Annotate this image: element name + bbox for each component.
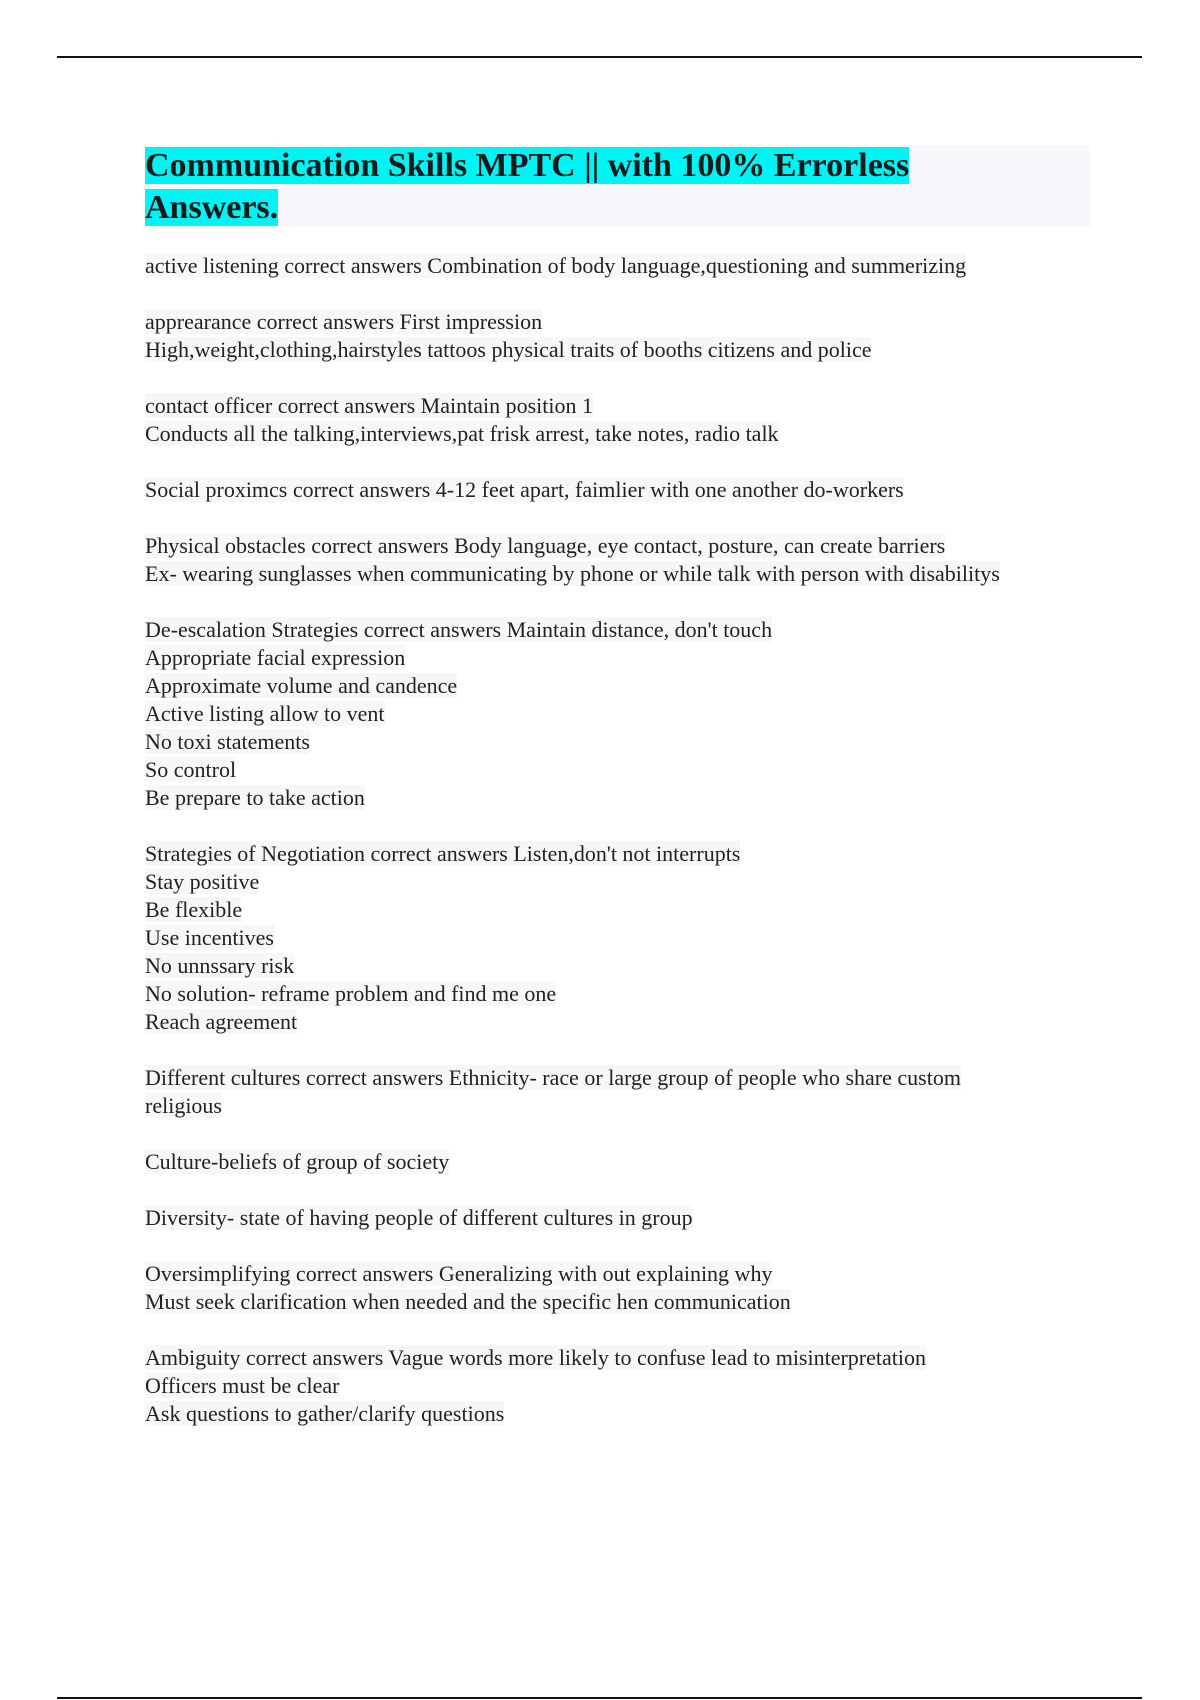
- qa-line: religious: [145, 1093, 222, 1118]
- top-rule: [57, 56, 1142, 58]
- qa-line: Ambiguity correct answers Vague words more likely to confuse lead to misinterpretation: [145, 1345, 926, 1370]
- qa-line: Must seek clarification when needed and the specific hen communication: [145, 1289, 791, 1314]
- qa-entry: [145, 308, 1095, 364]
- qa-entry: [145, 840, 1095, 1036]
- qa-line: So control: [145, 757, 237, 782]
- qa-entry: [145, 1064, 1095, 1120]
- qa-line: active listening correct answers Combination of body language,questioning and summerizing: [145, 253, 967, 278]
- qa-line: Oversimplifying correct answers Generalizing with out explaining why: [145, 1261, 773, 1286]
- qa-entry: [145, 1260, 1095, 1316]
- qa-line: Different cultures correct answers Ethnicity- race or large group of people who share custom: [145, 1065, 961, 1090]
- qa-line: Culture-beliefs of group of society: [145, 1149, 450, 1174]
- qa-line: De-escalation Strategies correct answers Maintain distance, don't touch: [145, 617, 773, 642]
- qa-entry: [145, 1344, 1095, 1428]
- qa-line: Ex- wearing sunglasses when communicating by phone or while talk with person with disabilitys: [145, 561, 1000, 586]
- title-block: [145, 145, 1090, 227]
- qa-line: Conducts all the talking,interviews,pat frisk arrest, take notes, radio talk: [145, 421, 779, 446]
- qa-entry: [145, 1148, 1095, 1176]
- qa-line: contact officer correct answers Maintain position 1: [145, 393, 593, 418]
- qa-line: Social proximcs correct answers 4-12 feet apart, faimlier with one another do-workers: [145, 477, 904, 502]
- qa-entry: [145, 532, 1095, 588]
- bottom-rule: [57, 1697, 1142, 1699]
- qa-line: Be prepare to take action: [145, 785, 365, 810]
- qa-entry: [145, 476, 1095, 504]
- qa-line: Stay positive: [145, 869, 260, 894]
- qa-line: Be flexible: [145, 897, 243, 922]
- qa-line: No unnssary risk: [145, 953, 295, 978]
- page-title: [145, 145, 1090, 229]
- qa-line: Active listing allow to vent: [145, 701, 385, 726]
- qa-entry: [145, 252, 1095, 280]
- qa-content: [145, 252, 1095, 1456]
- qa-entry: [145, 392, 1095, 448]
- qa-entry: [145, 1204, 1095, 1232]
- title-line-2: Answers.: [145, 189, 279, 226]
- qa-entry: [145, 616, 1095, 812]
- qa-line: High,weight,clothing,hairstyles tattoos physical traits of booths citizens and police: [145, 337, 872, 362]
- qa-line: No solution- reframe problem and find me one: [145, 981, 557, 1006]
- qa-line: Physical obstacles correct answers Body language, eye contact, posture, can create barriers: [145, 533, 946, 558]
- qa-line: Approximate volume and candence: [145, 673, 458, 698]
- qa-line: Strategies of Negotiation correct answers Listen,don't not interrupts: [145, 841, 741, 866]
- title-line-1: Communication Skills MPTC || with 100% Errorless: [145, 147, 910, 184]
- qa-line: Diversity- state of having people of different cultures in group: [145, 1205, 693, 1230]
- qa-line: No toxi statements: [145, 729, 310, 754]
- qa-line: apprearance correct answers First impression: [145, 309, 543, 334]
- qa-line: Ask questions to gather/clarify questions: [145, 1401, 505, 1426]
- qa-line: Use incentives: [145, 925, 274, 950]
- qa-line: Appropriate facial expression: [145, 645, 406, 670]
- qa-line: Officers must be clear: [145, 1373, 340, 1398]
- qa-line: Reach agreement: [145, 1009, 298, 1034]
